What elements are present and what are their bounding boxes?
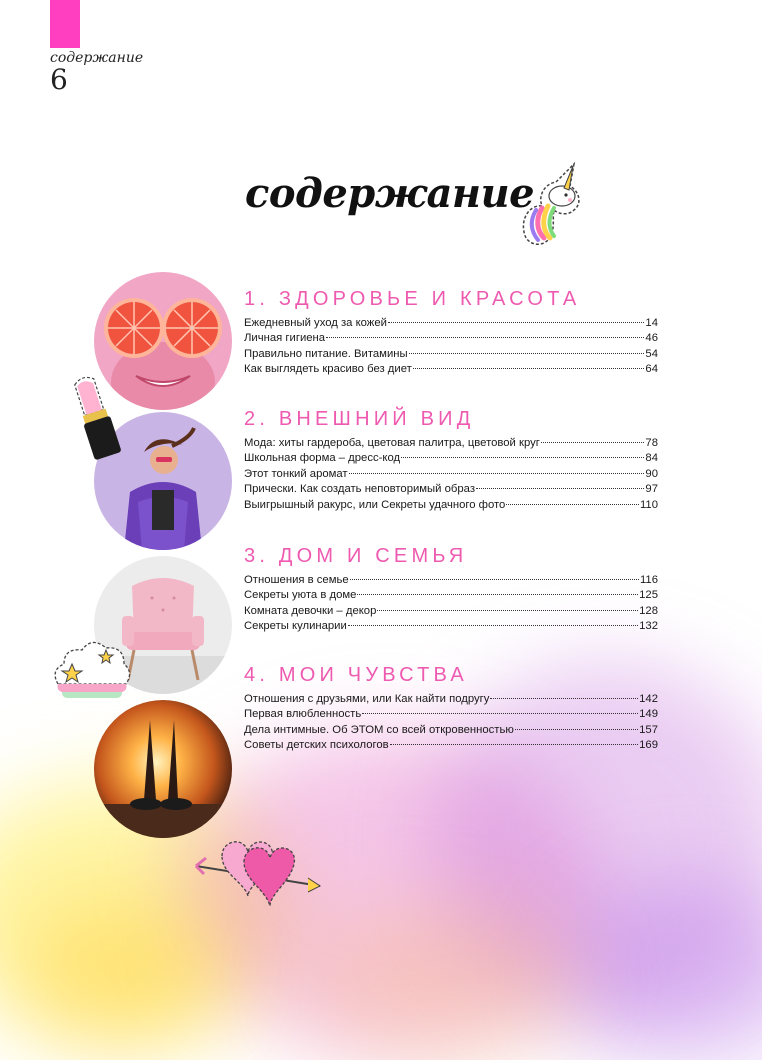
toc-entry-title: Выигрышный ракурс, или Секреты удачного фото	[244, 498, 506, 511]
toc-entry[interactable]	[244, 707, 658, 722]
toc-entry[interactable]	[244, 482, 658, 497]
toc-section-home-family	[244, 544, 658, 635]
toc-entry-page: 116	[639, 574, 658, 586]
toc-entry-page: 14	[645, 317, 658, 329]
toc-entry-page: 132	[639, 620, 658, 633]
toc-entry-page: 84	[645, 452, 658, 465]
hearts-arrow-icon	[192, 826, 324, 914]
toc-entry-title: Советы детских психологов	[244, 739, 389, 752]
toc-entry-title: Секреты уюта в доме	[244, 589, 357, 602]
toc-entry-page: 46	[645, 332, 658, 345]
toc-entry-title: Личная гигиена	[244, 332, 326, 345]
toc-entry[interactable]	[244, 347, 658, 362]
lipstick-icon	[64, 372, 128, 464]
toc-entry-page: 142	[639, 693, 658, 705]
toc-entry[interactable]	[244, 498, 658, 513]
toc-entry-page: 125	[639, 589, 658, 602]
toc-section-appearance	[244, 407, 658, 513]
toc-entry-page: 157	[639, 723, 658, 736]
toc-section-feelings	[244, 663, 658, 754]
unicorn-icon	[512, 160, 588, 250]
toc-entry-page: 64	[645, 363, 658, 376]
sunset-shoes-photo	[94, 700, 232, 838]
toc-entry-title: Ежедневный уход за кожей	[244, 317, 387, 329]
toc-entry[interactable]	[244, 692, 658, 707]
section-heading: 4. МОИ ЧУВСТВА	[244, 664, 468, 686]
toc-entry-page: 97	[645, 483, 658, 496]
toc-entry[interactable]	[244, 573, 658, 588]
toc-entry[interactable]	[244, 619, 658, 634]
toc-entry[interactable]	[244, 738, 658, 753]
cloud-stars-icon	[48, 630, 134, 702]
toc-entry[interactable]	[244, 588, 658, 603]
toc-entry-page: 90	[645, 467, 658, 480]
toc-section-health-beauty	[244, 287, 658, 378]
toc-entry-page: 54	[645, 347, 658, 360]
toc-entry-title: Секреты кулинарии	[244, 620, 347, 633]
page-number: 6	[50, 63, 68, 96]
toc-entry[interactable]	[244, 331, 658, 346]
toc-entry-title: Прически. Как создать неповторимый образ	[244, 483, 475, 496]
toc-entry-page: 78	[645, 437, 658, 449]
toc-entry-title: Мода: хиты гардероба, цветовая палитра, цветовой круг	[244, 437, 540, 449]
toc-entry[interactable]	[244, 451, 658, 466]
section-heading: 1. ЗДОРОВЬЕ И КРАСОТА	[244, 288, 581, 310]
toc-entry-title: Как выглядеть красиво без диет	[244, 363, 412, 376]
toc-entry-title: Отношения с друзьями, или Как найти подругу	[244, 693, 490, 705]
toc-entry-title: Правильно питание. Витамины	[244, 347, 408, 360]
toc-entry-title: Этот тонкий аромат	[244, 467, 348, 480]
section-heading: 2. ВНЕШНИЙ ВИД	[244, 408, 475, 430]
toc-entry-page: 128	[639, 604, 658, 617]
toc-entry-title: Школьная форма – дресс-код	[244, 452, 401, 465]
toc-entry-page: 110	[639, 498, 658, 511]
toc-entry-title: Первая влюбленность	[244, 708, 362, 721]
toc-entry-title: Отношения в семье	[244, 574, 349, 586]
toc-entry-page: 149	[639, 708, 658, 721]
toc-entry[interactable]	[244, 362, 658, 377]
pink-corner-bar	[50, 0, 80, 48]
toc-entry-title: Комната девочки – декор	[244, 604, 377, 617]
running-title: содержание	[50, 50, 144, 66]
toc-entry[interactable]	[244, 723, 658, 738]
toc-entry[interactable]	[244, 316, 658, 331]
toc-entry[interactable]	[244, 604, 658, 619]
toc-entry[interactable]	[244, 467, 658, 482]
section-heading: 3. ДОМ И СЕМЬЯ	[244, 545, 468, 567]
page-title: содержание	[245, 170, 535, 217]
toc-entry-title: Дела интимные. Об ЭТОМ со всей откровенностью	[244, 723, 514, 736]
toc-entry[interactable]	[244, 436, 658, 451]
toc-entry-page: 169	[639, 739, 658, 752]
